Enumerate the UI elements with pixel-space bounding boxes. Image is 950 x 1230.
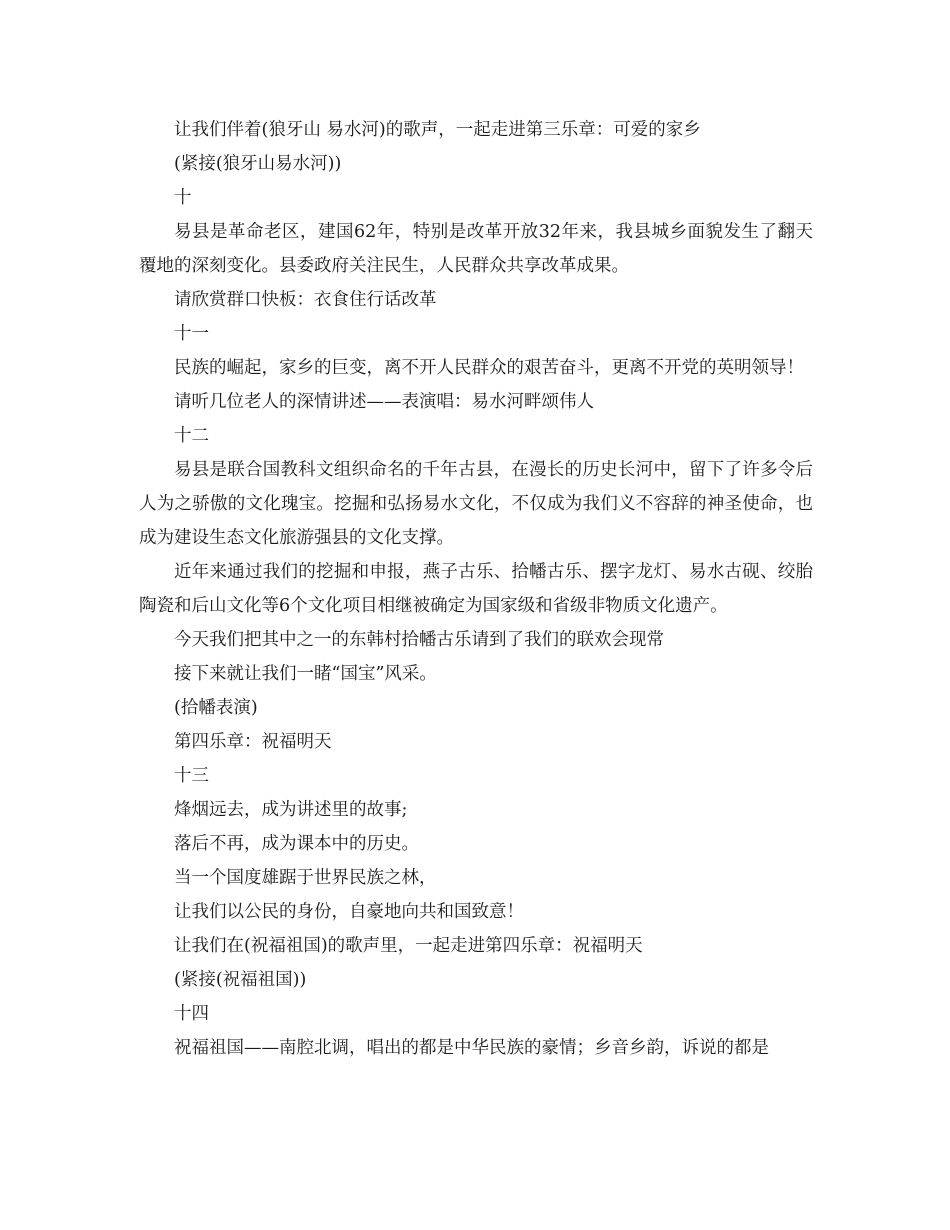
section-number: 十三 [174,766,209,786]
text-line: 接下来就让我们一睹“国宝”风采。 [174,664,437,684]
text-line: 落后不再，成为课本中的历史。 [174,834,419,854]
text-line: (紧接(祝福祖国)) [174,970,307,990]
text-line: 烽烟远去，成为讲述里的故事; [174,800,408,820]
paragraph: 易县是革命老区，建国62年，特别是改革开放32年来，我县城乡面貌发生了翻天覆地的深刻变化。县委政府关注民生，人民群众共享改革成果。 [139,222,813,276]
paragraph: 近年来通过我们的挖掘和申报，燕子古乐、拾幡古乐、摆字龙灯、易水古砚、绞胎陶瓷和后山文化等6个文化项目相继被确定为国家级和省级非物质文化遗产。 [139,562,813,616]
text-line: 请欣赏群口快板：衣食住行话改革 [174,290,437,310]
text-line: 请听几位老人的深情讲述——表演唱：易水河畔颂伟人 [174,392,594,412]
chapter-heading: 第四乐章：祝福明天 [174,732,332,752]
document-page [139,113,813,1065]
section-number: 十四 [174,1004,209,1024]
text-line: 让我们以公民的身份，自豪地向共和国致意！ [174,902,524,922]
text-line: 今天我们把其中之一的东韩村拾幡古乐请到了我们的联欢会现常 [174,630,664,650]
text-line: (紧接(狼牙山易水河)) [174,154,342,174]
text-line: 祝福祖国——南腔北调，唱出的都是中华民族的豪情；乡音乡韵，诉说的都是 [174,1038,769,1058]
text-line: 让我们伴着(狼牙山 易水河)的歌声，一起走进第三乐章：可爱的家乡 [174,120,701,140]
section-number: 十一 [174,324,209,344]
section-number: 十二 [174,426,209,446]
text-line: 当一个国度雄踞于世界民族之林， [174,868,437,888]
paragraph: 易县是联合国教科文组织命名的千年古县，在漫长的历史长河中，留下了许多令后人为之骄傲的文化瑰宝。挖掘和弘扬易水文化，不仅成为我们义不容辞的神圣使命，也成为建设生态文化旅游强县的文化支撑。 [139,460,813,548]
text-line: (拾幡表演) [174,698,258,718]
section-number: 十 [174,188,192,208]
paragraph: 民族的崛起，家乡的巨变，离不开人民群众的艰苦奋斗，更离不开党的英明领导！ [174,358,804,378]
text-line: 让我们在(祝福祖国)的歌声里，一起走进第四乐章：祝福明天 [174,936,643,956]
